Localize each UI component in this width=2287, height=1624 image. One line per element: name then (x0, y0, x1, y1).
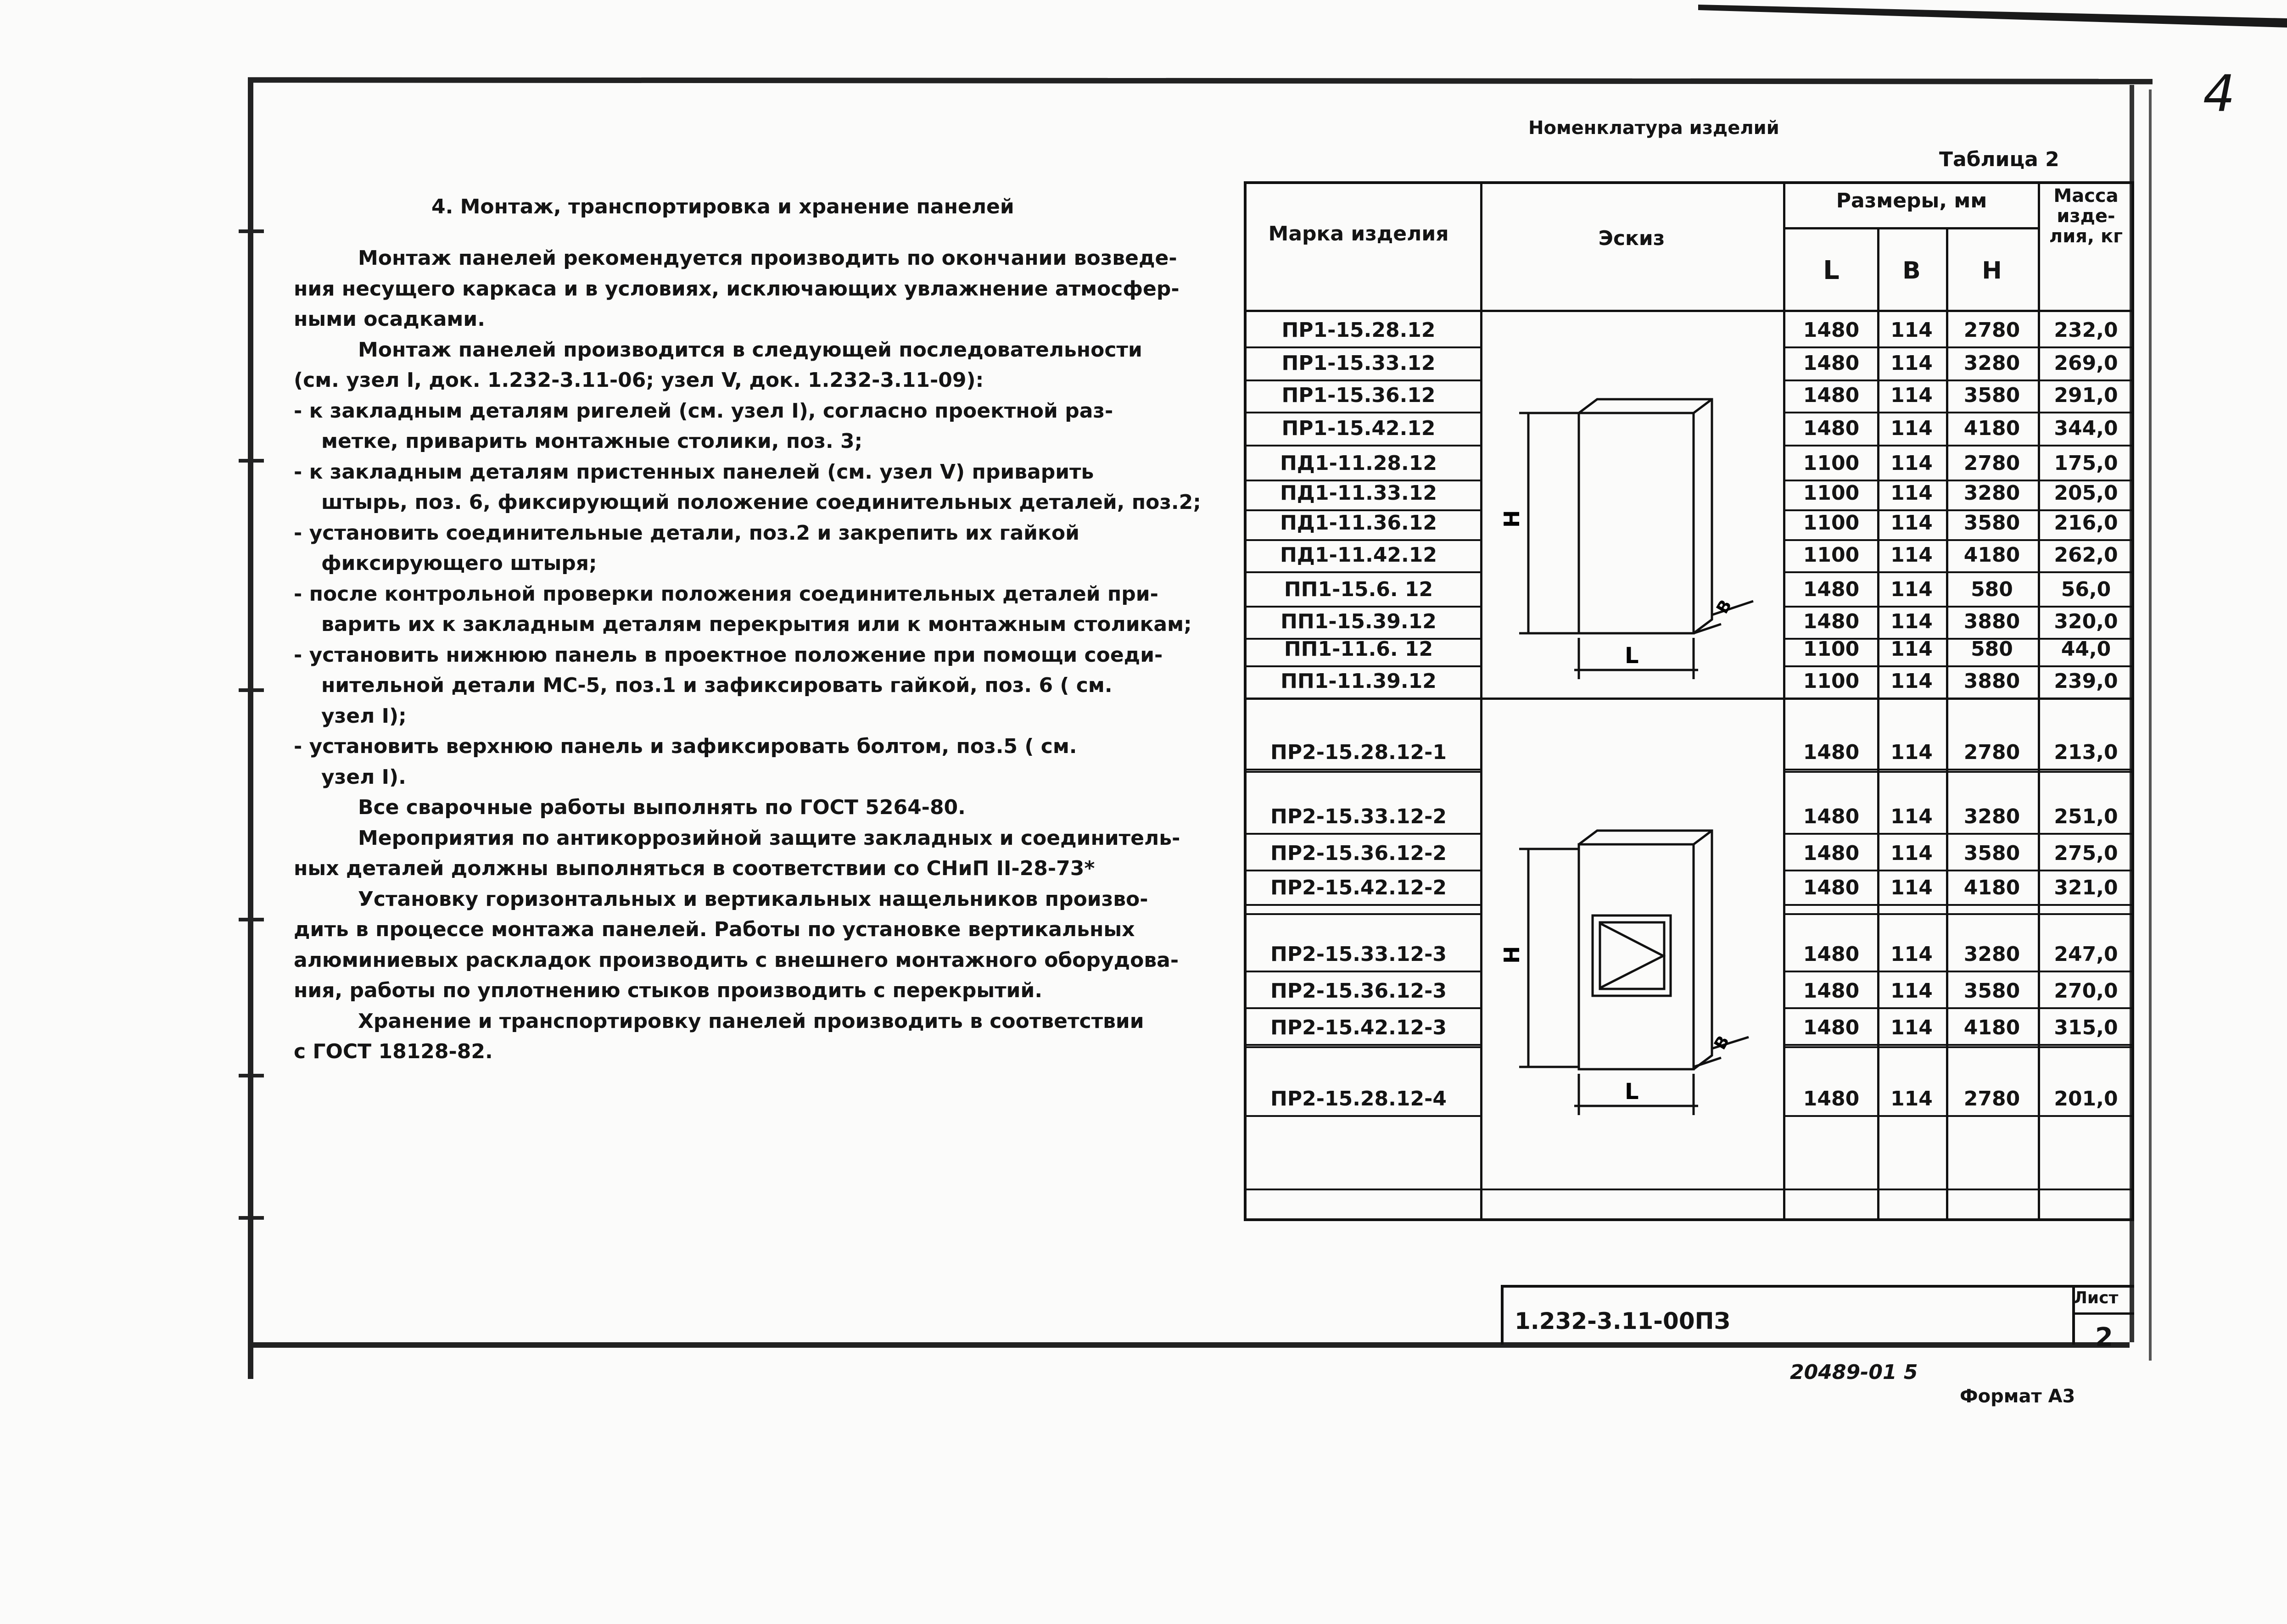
table-cell-h: 2780 (1963, 452, 2020, 475)
stamp-border-top (1501, 1285, 2134, 1288)
header-mass: Масса изде- лия, кг (2049, 185, 2123, 247)
text-line: алюминиевых раскладок производить с внешнего монтажного оборудова- (294, 948, 1179, 972)
text-line: - к закладным деталям ригелей (см. узел I), согласно проектной раз- (294, 399, 1113, 423)
table-cell-l: 1480 (1803, 384, 1860, 407)
product-mark: ПР2-15.33.12-3 (1270, 943, 1447, 966)
table-cell-mass: 247,0 (2054, 943, 2118, 966)
table-cell-l: 1100 (1803, 543, 1860, 567)
table-cell-h: 3280 (1963, 943, 2020, 966)
table-row-line (1244, 412, 1480, 413)
table-cell-b: 114 (1890, 352, 1933, 375)
binding-tick (239, 459, 264, 463)
table-cell-mass: 216,0 (2054, 511, 2118, 535)
text-line: - установить соединительные детали, поз.2 и закрепить их гайкой (294, 521, 1079, 545)
table-cell-b: 114 (1890, 578, 1933, 601)
table-cell-h: 3880 (1963, 670, 2020, 693)
product-mark: ПД1-11.33.12 (1280, 481, 1437, 505)
sketch-label-l: L (1625, 1079, 1639, 1105)
table-cell-l: 1480 (1803, 610, 1860, 633)
table-cell-h: 2780 (1963, 318, 2020, 342)
inventory-number: 20489-01 5 (1790, 1361, 1918, 1384)
table-row-line (1244, 346, 1480, 348)
table-cell-h: 3280 (1963, 481, 2020, 505)
table-row-line (1783, 771, 2134, 773)
table-cell-mass: 44,0 (2061, 637, 2111, 661)
text-line: фиксирующего штыря; (321, 552, 597, 575)
text-line: ния несущего каркаса и в условиях, исключающих увлажнение атмосфер- (294, 277, 1180, 301)
table-cell-mass: 269,0 (2054, 352, 2118, 375)
text-line: варить их к закладным деталям перекрытия или к монтажным столикам; (321, 613, 1192, 636)
table-row-line (1244, 606, 1480, 608)
product-mark: ПР2-15.28.12-1 (1270, 741, 1447, 764)
table-row-line (1783, 571, 2134, 573)
table-cell-l: 1480 (1803, 876, 1860, 899)
table-cell-h: 3580 (1963, 511, 2020, 535)
table-row-line (1244, 771, 1480, 773)
table-cell-mass: 213,0 (2054, 741, 2118, 764)
table-border (1244, 1218, 2134, 1221)
text-line: - к закладным деталям пристенных панелей (см. узел V) приварить (294, 460, 1094, 484)
table-cell-mass: 232,0 (2054, 318, 2118, 342)
table-row-line (1244, 539, 1480, 541)
product-mark: ПР2-15.42.12-2 (1270, 876, 1447, 899)
product-mark: ПР1-15.42.12 (1281, 417, 1436, 440)
table-cell-mass: 275,0 (2054, 842, 2118, 865)
table-cell-h: 2780 (1963, 1087, 2020, 1111)
stamp-list-divider (2072, 1312, 2134, 1315)
sheet-label: Лист (2074, 1289, 2119, 1307)
text-line: - установить нижнюю панель в проектное положение при помощи соеди- (294, 643, 1163, 667)
text-line: узел I); (321, 704, 407, 728)
table-cell-b: 114 (1890, 452, 1933, 475)
table-row-line (1783, 606, 2134, 608)
product-mark: ПР2-15.36.12-3 (1270, 979, 1447, 1003)
table-cell-l: 1100 (1803, 452, 1860, 475)
binding-tick (239, 229, 264, 233)
table-column-line (1480, 181, 1482, 1218)
binding-tick (239, 688, 264, 692)
table-row-line (1783, 870, 2134, 871)
table-cell-l: 1480 (1803, 1016, 1860, 1039)
header-H: H (1982, 257, 2002, 285)
text-line: нительной детали МС-5, поз.1 и зафиксировать гайкой, поз. 6 ( см. (321, 674, 1113, 697)
text-line: с ГОСТ 18128-82. (294, 1040, 493, 1063)
table-cell-mass: 315,0 (2054, 1016, 2118, 1039)
table-cell-l: 1480 (1803, 842, 1860, 865)
sketch-plain-panel (1499, 385, 1767, 688)
table-cell-l: 1100 (1803, 511, 1860, 535)
product-mark: ПП1-15.39.12 (1280, 610, 1437, 633)
header-B: B (1902, 257, 1921, 285)
text-line: Монтаж панелей рекомендуется производить по окончании возведе- (358, 246, 1177, 270)
text-line: дить в процессе монтажа панелей. Работы по установке вертикальных (294, 918, 1135, 941)
table-row-line (1244, 1007, 1480, 1009)
product-mark: ПП1-15.6. 12 (1284, 578, 1433, 601)
product-mark: ПР1-15.28.12 (1281, 318, 1436, 342)
table-cell-mass: 291,0 (2054, 384, 2118, 407)
table-row-line (1783, 833, 2134, 835)
table-cell-l: 1480 (1803, 741, 1860, 764)
text-line: ных деталей должны выполняться в соответствии со СНиП II-28-73* (294, 857, 1095, 880)
table-cell-mass: 205,0 (2054, 481, 2118, 505)
table-header-line (1244, 310, 2134, 312)
table-row-line (1783, 1007, 2134, 1009)
table-row-line (1783, 769, 2134, 770)
table-cell-l: 1100 (1803, 670, 1860, 693)
table-row-line (1783, 445, 2134, 446)
text-line: Хранение и транспортировку панелей производить в соответствии (358, 1009, 1144, 1033)
text-line: узел I). (321, 765, 406, 789)
sheet-number: 2 (2095, 1323, 2113, 1352)
binding-tick (239, 1216, 264, 1220)
table-cell-l: 1480 (1803, 318, 1860, 342)
frame-right-edge (2149, 89, 2152, 1361)
table-cell-b: 114 (1890, 384, 1933, 407)
table-row-line (1244, 571, 1480, 573)
table-cell-b: 114 (1890, 543, 1933, 567)
table-cell-b: 114 (1890, 805, 1933, 828)
table-cell-b: 114 (1890, 481, 1933, 505)
sketch-window-panel (1499, 817, 1767, 1129)
table-cell-mass: 251,0 (2054, 805, 2118, 828)
table-cell-b: 114 (1890, 318, 1933, 342)
table-cell-b: 114 (1890, 741, 1933, 764)
sketch-label-h: H (1499, 510, 1524, 528)
table-cell-b: 114 (1890, 943, 1933, 966)
product-mark: ПР2-15.36.12-2 (1270, 842, 1447, 865)
product-mark: ПР2-15.33.12-2 (1270, 805, 1447, 828)
table-cell-b: 114 (1890, 876, 1933, 899)
table-group-line (1244, 1189, 2134, 1190)
table-cell-h: 3880 (1963, 610, 2020, 633)
table-row-line (1783, 1046, 2134, 1048)
text-line: - установить верхнюю панель и зафиксировать болтом, поз.5 ( см. (294, 735, 1077, 758)
table-row-line (1783, 412, 2134, 413)
product-mark: ПР1-15.33.12 (1281, 352, 1436, 375)
table-cell-b: 114 (1890, 1016, 1933, 1039)
table-row-line (1783, 379, 2134, 381)
table-row-line (1244, 1046, 1480, 1048)
table-row-line (1244, 665, 1480, 667)
table-cell-mass: 344,0 (2054, 417, 2118, 440)
table-cell-l: 1480 (1803, 943, 1860, 966)
text-line: метке, приварить монтажные столики, поз. 3; (321, 430, 863, 453)
table-row-line (1783, 539, 2134, 541)
table-cell-h: 3280 (1963, 805, 2020, 828)
nomenclature-title: Номенклатура изделий (1528, 117, 1779, 139)
text-line: - после контрольной проверки положения соединительных деталей при- (294, 582, 1158, 606)
section-body (294, 243, 1201, 1067)
table-border (1244, 181, 2134, 184)
product-mark: ПД1-11.42.12 (1280, 543, 1437, 567)
table-cell-h: 3280 (1963, 352, 2020, 375)
table-cell-mass: 320,0 (2054, 610, 2118, 633)
table-cell-l: 1100 (1803, 637, 1860, 661)
table-cell-b: 114 (1890, 1087, 1933, 1111)
table-cell-b: 114 (1890, 417, 1933, 440)
text-line: Все сварочные работы выполнять по ГОСТ 5264-80. (358, 796, 966, 819)
section-title: 4. Монтаж, транспортировка и хранение панелей (431, 195, 1014, 218)
table-cell-mass: 239,0 (2054, 670, 2118, 693)
product-mark: ПР2-15.42.12-3 (1270, 1016, 1447, 1039)
table-cell-b: 114 (1890, 979, 1933, 1003)
table-row-line (1244, 971, 1480, 972)
table-cell-h: 2780 (1963, 741, 2020, 764)
table-cell-h: 4180 (1963, 876, 2020, 899)
text-line: ния, работы по уплотнению стыков производить с перекрытий. (294, 979, 1043, 1002)
sketch-label-l: L (1625, 643, 1639, 669)
table-cell-b: 114 (1890, 511, 1933, 535)
table-cell-l: 1480 (1803, 805, 1860, 828)
table-cell-l: 1480 (1803, 979, 1860, 1003)
binding-tick (239, 918, 264, 921)
table-cell-b: 114 (1890, 670, 1933, 693)
table-row-line (1244, 379, 1480, 381)
text-line: Монтаж панелей производится в следующей последовательности (358, 338, 1142, 362)
table-cell-b: 114 (1890, 842, 1933, 865)
stamp-border-left (1501, 1285, 1504, 1345)
table-cell-h: 3580 (1963, 842, 2020, 865)
table-cell-h: 3580 (1963, 979, 2020, 1003)
table-group-line (1244, 698, 2134, 700)
table-row-line (1244, 1044, 1480, 1046)
table-cell-h: 3580 (1963, 384, 2020, 407)
text-line: ными осадками. (294, 307, 485, 331)
table-header-line (1783, 227, 2038, 229)
frame-left-border (248, 80, 253, 1379)
product-mark: ПР1-15.36.12 (1281, 384, 1436, 407)
text-line: Установку горизонтальных и вертикальных нащельников произво- (358, 887, 1148, 911)
table-column-line (1877, 229, 1879, 1218)
table-cell-b: 114 (1890, 637, 1933, 661)
table-cell-l: 1480 (1803, 1087, 1860, 1111)
product-mark: ПД1-11.36.12 (1280, 511, 1437, 535)
table-cell-h: 580 (1971, 637, 2013, 661)
table-row-line (1244, 445, 1480, 446)
text-line: штырь, поз. 6, фиксирующий положение соединительных деталей, поз.2; (321, 491, 1201, 514)
table-cell-mass: 201,0 (2054, 1087, 2118, 1111)
table-row-line (1783, 913, 2134, 915)
header-sketch: Эскиз (1598, 227, 1665, 250)
table-row-line (1244, 904, 1480, 906)
table-label: Таблица 2 (1939, 148, 2059, 171)
frame-top-border (248, 77, 2153, 84)
product-mark: ПД1-11.28.12 (1280, 452, 1437, 475)
frame-bottom-border (248, 1342, 2130, 1348)
table-cell-l: 1480 (1803, 578, 1860, 601)
table-row-line (1244, 913, 1480, 915)
table-cell-h: 4180 (1963, 417, 2020, 440)
table-row-line (1244, 870, 1480, 871)
header-dimensions: Размеры, мм (1836, 189, 1987, 212)
table-row-line (1783, 904, 2134, 906)
table-cell-mass: 262,0 (2054, 543, 2118, 567)
sketch-label-h: H (1499, 946, 1524, 964)
table-cell-l: 1480 (1803, 417, 1860, 440)
table-cell-l: 1480 (1803, 352, 1860, 375)
sketch-label-b: B (1711, 1032, 1733, 1053)
header-L: L (1823, 256, 1840, 285)
table-row-line (1783, 971, 2134, 972)
format-label: Формат А3 (1960, 1386, 2075, 1407)
corner-handwritten-mark: 4 (2203, 64, 2235, 123)
table-cell-mass: 270,0 (2054, 979, 2118, 1003)
table-cell-mass: 175,0 (2054, 452, 2118, 475)
table-column-line (1946, 229, 1948, 1218)
table-cell-mass: 56,0 (2061, 578, 2111, 601)
table-cell-h: 4180 (1963, 1016, 2020, 1039)
header-mark: Марка изделия (1268, 222, 1449, 246)
sheet-edge-shadow (1698, 0, 2287, 41)
binding-tick (239, 1074, 264, 1077)
table-row-line (1244, 769, 1480, 770)
table-cell-b: 114 (1890, 610, 1933, 633)
table-row-line (1783, 1115, 2134, 1117)
table-cell-h: 4180 (1963, 543, 2020, 567)
document-code: 1.232-3.11-00ПЗ (1515, 1308, 1730, 1334)
table-cell-mass: 321,0 (2054, 876, 2118, 899)
text-line: (см. узел I, док. 1.232-3.11-06; узел V, док. 1.232-3.11-09): (294, 368, 984, 392)
text-line: Мероприятия по антикоррозийной защите закладных и соединитель- (358, 826, 1180, 850)
table-row-line (1244, 1115, 1480, 1117)
table-row-line (1783, 1044, 2134, 1046)
table-row-line (1783, 665, 2134, 667)
table-cell-l: 1100 (1803, 481, 1860, 505)
product-mark: ПР2-15.28.12-4 (1270, 1087, 1447, 1111)
sketch-label-b: B (1713, 597, 1736, 617)
table-row-line (1783, 346, 2134, 348)
table-row-line (1244, 833, 1480, 835)
product-mark: ПП1-11.39.12 (1280, 670, 1437, 693)
product-mark: ПП1-11.6. 12 (1284, 637, 1433, 661)
table-cell-h: 580 (1971, 578, 2013, 601)
